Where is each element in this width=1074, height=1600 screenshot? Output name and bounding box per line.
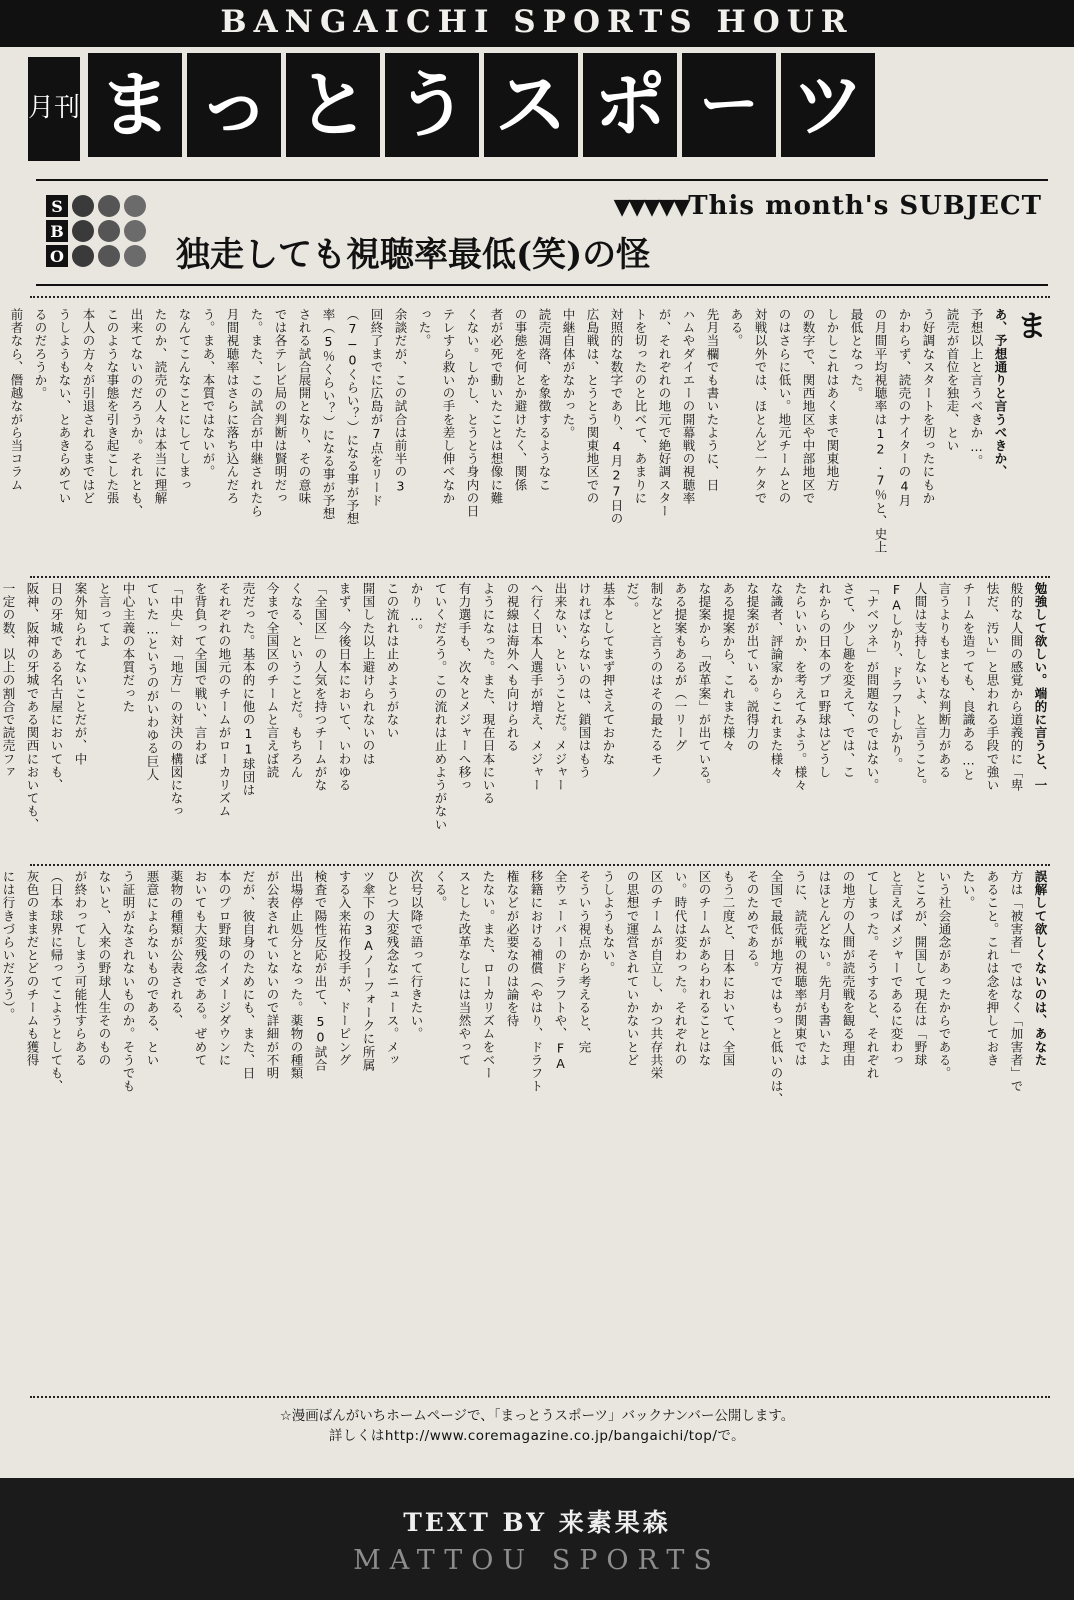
article-column: 読売凋落、を象徴するようなこ (537, 308, 552, 492)
article-column: 予想以上と言うべきか…。 (969, 308, 984, 468)
article-column: だ）。 (625, 582, 640, 616)
article-column: 本のプロ野球のイメージダウンに (217, 870, 232, 1067)
article-column: かわらず、読売のナイターの4月 (897, 308, 912, 507)
article-column: なんてこんなことにしてしまっ (177, 308, 192, 492)
article-column: 回終了までに広島が7点をリード (369, 308, 384, 507)
article-column: 本人の方々が引退されるまではど (81, 308, 96, 505)
article-column: 方は「被害者」ではなく「加害者」で (1009, 870, 1024, 1093)
article-column: が終わってしまう可能性すらある (73, 870, 88, 1067)
article-column: 率（5％くらい？）になる事が予想 (321, 308, 336, 521)
article-column: 今まで全国区のチームと言えば読 (265, 582, 280, 779)
article-column: ツ傘下の3Aノーフォークに所属 (361, 870, 376, 1072)
banner-title: BANGAICHI SPORTS HOUR (220, 4, 854, 40)
article-column: 先月当欄でも書いたように、日 (705, 308, 720, 492)
article-column: い。時代は変わった。それぞれの (673, 870, 688, 1067)
article-column: と言ってよ (97, 582, 112, 648)
article-column: うに、読売戦の視聴率が関東では (793, 870, 808, 1067)
article-column: 検査で陽性反応が出て、50試合 (313, 870, 328, 1072)
article-column: 権などが必要なのは論を待 (505, 870, 520, 1028)
masthead-char-3: う (385, 53, 479, 157)
article-column: （7−0くらい？）になる事が予想 (345, 308, 360, 526)
article-column: くなる、ということだ。もちろん (289, 582, 304, 779)
top-banner (0, 0, 1074, 47)
article-column: 出来ない、ということだ。メジャー (553, 582, 568, 792)
masthead-char-1: っ (187, 53, 281, 157)
article-column: たない。また、ローカリズムをベー (481, 870, 496, 1080)
article-column: 「中央」対「地方」の対決の構図になっ (169, 582, 184, 818)
article-column: この流れは止めようがない (385, 582, 400, 740)
article-column: 移籍における補償（やはり、ドラフト (529, 870, 544, 1093)
article-column: 一定の数、以上の割合で読売ファ (1, 582, 16, 779)
article-column: うしようもない。 (601, 870, 616, 975)
article-column: 出場停止処分となった。薬物の種類 (289, 870, 304, 1080)
article-column: する入来祐作投手が、ドーピング (337, 870, 352, 1067)
article-body (1, 296, 1050, 1398)
footer-wordmark: MATTOU SPORTS (353, 1544, 721, 1576)
masthead-char-4: ス (484, 53, 578, 157)
masthead-title (88, 53, 875, 157)
article-column: しかしこれはあくまで関東地方 (825, 308, 840, 492)
article-column: の月間平均視聴率は12.7％と、史上 (873, 308, 888, 554)
article-column: くる。 (433, 870, 448, 910)
article-column: ていくだろう。この流れは止めようがない (433, 582, 448, 831)
masthead-char-5: ポ (583, 53, 677, 157)
masthead-char-7: ツ (781, 53, 875, 157)
footer-credit: TEXT BY 来素果森 (403, 1507, 671, 1537)
article-column: 月間視聴率はさらに落ち込んだろ (225, 308, 240, 505)
sbo-dot (124, 245, 146, 267)
article-column: うしようもない、とあきらめてい (57, 308, 72, 505)
article-column: う証明がなされないものか。そうでも (121, 870, 136, 1093)
masthead-char-0: ま (88, 53, 182, 157)
article-column: 中心主義の本質だった (121, 582, 136, 713)
article-column: チームを造っても、良識ある…と (961, 582, 976, 781)
article-column: 阪神、阪神の牙城である関西においても、 (25, 582, 40, 831)
article-column: 余談だが、この試合は前半の3 (393, 308, 408, 494)
homepage-note-line2[interactable]: 詳しくはhttp://www.coremagazine.co.jp/bangaichi/top/で。 (328, 1428, 746, 1445)
article-column: 次号以降で語って行きたい。 (409, 870, 424, 1041)
article-column: へ行く日本人選手が増え、メジャー (529, 582, 544, 792)
article-column: では各テレビ局の判断は賢明だっ (273, 308, 288, 505)
article-column: ひとつ大変残念なニュース。メッ (385, 870, 400, 1067)
article-column: るのだろうか。 (33, 308, 48, 400)
article-column: の数字で、関西地区や中部地区で (801, 308, 816, 505)
article-column: が公表されていないので詳細が不明 (265, 870, 280, 1080)
article-column: 案外知られてないことだが、中 (73, 582, 88, 766)
article-column: 読売が首位を独走、とい (945, 308, 960, 453)
article-column: れからの日本のプロ野球はどうし (817, 582, 832, 779)
article-column: 全国で最低が地方ではもっと低いのは、 (769, 870, 784, 1106)
article-column: な提案が出ている。説得力の (745, 582, 760, 753)
sbo-letter-b: B (46, 220, 68, 242)
article-column: ないと、入来の野球人生そのもの (97, 870, 112, 1067)
article-column: 薬物の種類が公表される、 (169, 870, 184, 1028)
article-column: はほとんどない。先月も書いたよ (817, 870, 832, 1067)
article-column: あること。これは念を押しておき (985, 870, 1000, 1067)
sbo-dot (98, 220, 120, 242)
article-column: たのか、読売の人々は本当に理解 (153, 308, 168, 505)
article-dropcap: ま (1011, 310, 1046, 340)
sbo-letter-o: O (46, 245, 68, 267)
triangle-markers: ▼▼▼▼▼ (613, 194, 689, 220)
article-band-1 (9, 304, 1050, 578)
article-column: そういう視点から考えると、完 (577, 870, 592, 1054)
article-column: たらいいか、を考えてみよう。様々 (793, 582, 808, 792)
article-column: 出来てないのだろうか。それとも、 (129, 308, 144, 518)
article-column: 区のチームが自立し、かつ共存共栄 (649, 870, 664, 1080)
article-column: そのためである。 (745, 870, 760, 975)
article-column: さて、少し趣を変えて、では、こ (841, 582, 856, 779)
article-column: 最低となった。 (849, 308, 864, 400)
article-column: った。 (417, 308, 432, 348)
article-column: ところが、開国して現在は「野球 (913, 870, 928, 1067)
article-column: 対戦以外では、ほとんど一ケタで (753, 308, 768, 505)
article-column: ようになった。また、現在日本にいる (481, 582, 496, 805)
article-column: ていた…というのがいわゆる巨人 (145, 582, 160, 781)
article-column: たい。 (961, 870, 976, 910)
subject-japanese-heading: 独走しても視聴率最低(笑)の怪 (176, 235, 651, 275)
article-column: かり…。 (409, 582, 424, 637)
homepage-note (40, 1406, 1034, 1447)
article-column: 区のチームがあらわれることはな (697, 870, 712, 1067)
article-column: 悪意によらないものである、とい (145, 870, 160, 1067)
article-column: ければならないのは、鎖国はもう (577, 582, 592, 779)
article-column: 基本としてまず押さえておかな (601, 582, 616, 766)
article-column: のはさらに低い。地元チームとの (777, 308, 792, 505)
article-column: まず、今後日本において、いわゆる (337, 582, 352, 792)
article-column: 灰色のままだとどのチームも獲得 (25, 870, 40, 1067)
subject-block (36, 179, 1048, 286)
sbo-dot (72, 220, 94, 242)
article-column: な識者、評論家からこれまた様々 (769, 582, 784, 779)
sbo-indicator (46, 195, 146, 267)
article-column: た。また、この試合が中継されたら (249, 308, 264, 518)
masthead-char-6: ー (682, 53, 776, 157)
article-column: 広島戦は、とうとう関東地区での (585, 308, 600, 505)
article-column: スとした改革なしには当然やって (457, 870, 472, 1067)
article-column: 売だった。基本的に他の11球団は (241, 582, 256, 797)
article-column: を背負って全国で戦い、言わば (193, 582, 208, 766)
article-column: う。まあ、本質ではないが。 (201, 308, 216, 479)
article-column: の視線は海外へも向けられる (505, 582, 520, 753)
article-column: 制などと言うのはその最たるモノ (649, 582, 664, 779)
article-column: だが、彼自身のためにも、また、日 (241, 870, 256, 1080)
article-column: このような事態を引き起こした張 (105, 308, 120, 505)
homepage-note-line1: ☆漫画ばんがいちホームページで、「まっとうスポーツ」バックナンバー公開します。 (279, 1408, 795, 1424)
article-column: FAしかり、ドラフトしかり。 (889, 582, 904, 771)
article-column: ハムやダイエーの開幕戦の視聴率 (681, 308, 696, 505)
article-column: 有力選手も、次々とメジャーへ移っ (457, 582, 472, 792)
article-column: ある提案もあるが（一リーグ (673, 582, 688, 753)
article-column: 開国した以上避けられないのは (361, 582, 376, 766)
article-column: 勉強して欲しい。端的に言うと、一 (1033, 582, 1048, 792)
sbo-dot (124, 220, 146, 242)
article-column: の地方の人間が読売戦を観る理由 (841, 870, 856, 1067)
article-column: 「ナベツネ」が問題なのではない。 (865, 582, 880, 792)
article-column: 対照的な数字であり、4月27日の (609, 308, 624, 526)
article-column: う好調なスタートを切ったにもか (921, 308, 936, 505)
article-column: 「全国区」の人気を持つチームがな (313, 582, 328, 792)
sbo-dot (72, 245, 94, 267)
sbo-dot (98, 245, 120, 267)
article-column: トを切ったのと比べて、あまりに (633, 308, 648, 505)
article-column: 人間は支持しないよ、と言うこと。 (913, 582, 928, 792)
masthead-monthly-badge: 月刊 (28, 57, 80, 161)
article-column: テレすら救いの手を差し伸べなか (441, 308, 456, 505)
article-column: ある提案から、これまた様々 (721, 582, 736, 753)
article-band-2 (1, 578, 1050, 866)
article-column: てしまった。そうすると、それぞれ (865, 870, 880, 1080)
article-column: 誤解して欲しくないのは、あなた (1033, 870, 1048, 1067)
article-column: 怯だ、汚い」と思われる手段で強い (985, 582, 1000, 792)
article-column: いう社会通念があったからである。 (937, 870, 952, 1080)
subject-english-text: This month's SUBJECT (688, 191, 1042, 221)
article-column: 前者なら、僭越ながら当コラム (9, 308, 24, 492)
article-column: くない。しかし、とうとう身内の日 (465, 308, 480, 518)
subject-english-heading (156, 191, 1048, 221)
article-column: の思想で運営されていかないとど (625, 870, 640, 1067)
article-column: 般的な人間の感覚から道義的に「卑 (1009, 582, 1024, 792)
sbo-dot (124, 195, 146, 217)
article-column: が、それぞれの地元で絶好調スター (657, 308, 672, 518)
article-column: あ、予想通りと言うべきか、 (993, 308, 1008, 479)
article-column: （日本球界に帰ってこようとしても、 (49, 870, 64, 1093)
masthead (0, 47, 1074, 165)
article-column: ある。 (729, 308, 744, 348)
article-column: 全ウェーバーのドラフトや、FA (553, 870, 568, 1072)
article-column: には行きづらいだろう）。 (1, 870, 16, 1021)
sbo-dot (98, 195, 120, 217)
masthead-char-2: と (286, 53, 380, 157)
page-footer (0, 1478, 1074, 1600)
article-column: 者が必死で動いたことは想像に難 (489, 308, 504, 505)
article-column: 日の牙城である名古屋においても、 (49, 582, 64, 792)
article-column: の事態を何とか避けたく、関係 (513, 308, 528, 492)
article-column: される試合展開となり、その意味 (297, 308, 312, 505)
article-column: 中継自体がなかった。 (561, 308, 576, 439)
article-column: もう二度と、日本において、全国 (721, 870, 736, 1067)
article-column: それぞれの地元のチームがローカリズム (217, 582, 232, 818)
sbo-letter-s: S (46, 195, 68, 217)
article-column: 言うよりもまともな判断力がある (937, 582, 952, 779)
article-column: おいても大変残念である。ぜめて (193, 870, 208, 1067)
article-column: な提案から「改革案」が出ている。 (697, 582, 712, 792)
sbo-dot (72, 195, 94, 217)
article-column: と言えばメジャーであるに変わっ (889, 870, 904, 1067)
article-band-3 (1, 866, 1050, 1398)
